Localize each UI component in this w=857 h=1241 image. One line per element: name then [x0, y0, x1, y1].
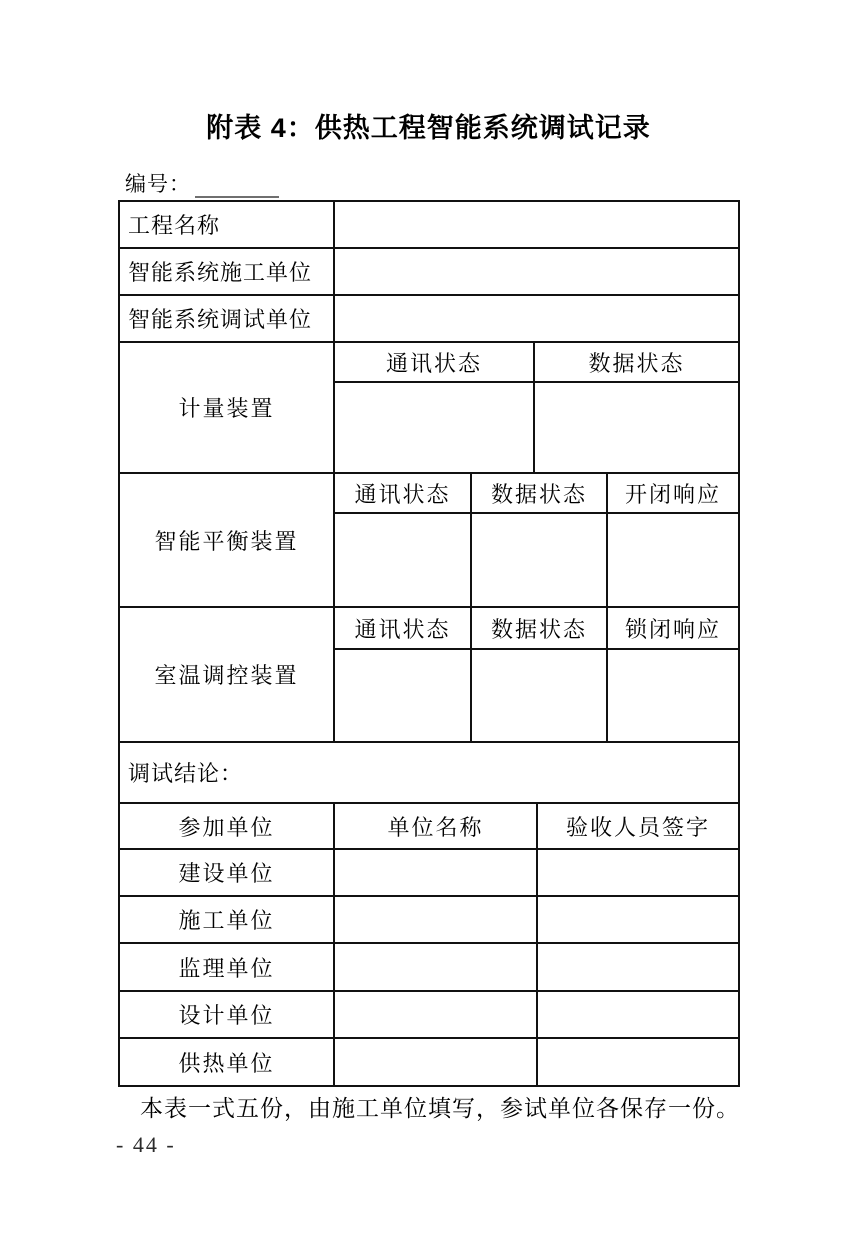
heating-unit-label: 供热单位 [120, 1039, 335, 1085]
room-temp-device-subtable [335, 608, 738, 741]
comm-status-header: 通讯状态 [335, 608, 472, 648]
metering-device-section [120, 343, 738, 474]
project-name-value [335, 202, 738, 247]
comm-status-value [335, 650, 472, 741]
lock-close-response-value [608, 650, 738, 741]
design-unit-name-cell [335, 992, 538, 1037]
subtable-header-row [335, 608, 738, 650]
signature-header-row [120, 804, 738, 850]
data-status-header: 数据状态 [588, 350, 685, 376]
serial-number-blank-line [195, 176, 279, 198]
supervision-unit-label: 监理单位 [120, 944, 335, 990]
conclusion-label: 调试结论： [128, 761, 244, 786]
data-status-value [472, 514, 608, 606]
commissioning-record-table [118, 200, 740, 1087]
builder-unit-name-cell [335, 897, 538, 942]
participating-unit-header: 参加单位 [120, 804, 335, 848]
data-status-header: 数据状态 [472, 608, 608, 648]
open-close-response-header: 开闭响应 [624, 481, 721, 507]
heating-unit-signature-cell [538, 1039, 738, 1085]
metering-device-label: 计量装置 [120, 343, 335, 472]
subtable-header-row [335, 474, 738, 514]
construction-unit-value [335, 249, 738, 294]
subtable-value-row [335, 650, 738, 741]
signature-row [120, 1039, 738, 1085]
builder-unit-signature-cell [538, 897, 738, 942]
subtable-value-row [335, 383, 738, 472]
comm-status-value [335, 383, 535, 472]
design-unit-signature-cell [538, 992, 738, 1037]
lock-close-response-header: 锁闭响应 [624, 616, 721, 642]
heating-unit-name-cell [335, 1039, 538, 1085]
data-status-header: 数据状态 [472, 474, 608, 512]
project-name-label: 工程名称 [120, 202, 335, 247]
balance-device-subtable [335, 474, 738, 606]
owner-unit-name-cell [335, 850, 538, 895]
footer-note: 本表一式五份，由施工单位填写，参试单位各保存一份。 [140, 1096, 740, 1121]
design-unit-label: 设计单位 [120, 992, 335, 1037]
room-temp-device-label: 室温调控装置 [120, 608, 335, 741]
comm-status-header: 通讯状态 [335, 474, 472, 512]
balance-device-label: 智能平衡装置 [120, 474, 335, 606]
table-row [120, 249, 738, 296]
page-title: 附表 4：供热工程智能系统调试记录 [206, 113, 651, 143]
supervision-unit-name-cell [335, 944, 538, 990]
data-status-value [472, 650, 608, 741]
comm-status-value [335, 514, 472, 606]
signature-row [120, 944, 738, 992]
page-number: - 44 - [116, 1132, 176, 1157]
balance-device-section [120, 474, 738, 608]
acceptance-signature-header: 验收人员签字 [565, 814, 710, 840]
serial-number-row [125, 168, 279, 198]
builder-unit-label: 施工单位 [120, 897, 335, 942]
data-status-value [535, 383, 738, 472]
supervision-unit-signature-cell [538, 944, 738, 990]
serial-number-label: 编号： [125, 172, 191, 196]
signature-row [120, 850, 738, 897]
owner-unit-signature-cell [538, 850, 738, 895]
signature-row [120, 897, 738, 944]
commissioning-unit-label: 智能系统调试单位 [120, 296, 335, 341]
commissioning-unit-value [335, 296, 738, 341]
conclusion-row [120, 743, 738, 804]
signature-row [120, 992, 738, 1039]
open-close-response-value [608, 514, 738, 606]
unit-name-header: 单位名称 [335, 804, 538, 848]
subtable-header-row [335, 343, 738, 383]
subtable-value-row [335, 514, 738, 606]
table-row [120, 202, 738, 249]
construction-unit-label: 智能系统施工单位 [120, 249, 335, 294]
room-temp-device-section [120, 608, 738, 743]
metering-device-subtable [335, 343, 738, 472]
comm-status-header: 通讯状态 [335, 343, 535, 381]
table-row [120, 296, 738, 343]
owner-unit-label: 建设单位 [120, 850, 335, 895]
